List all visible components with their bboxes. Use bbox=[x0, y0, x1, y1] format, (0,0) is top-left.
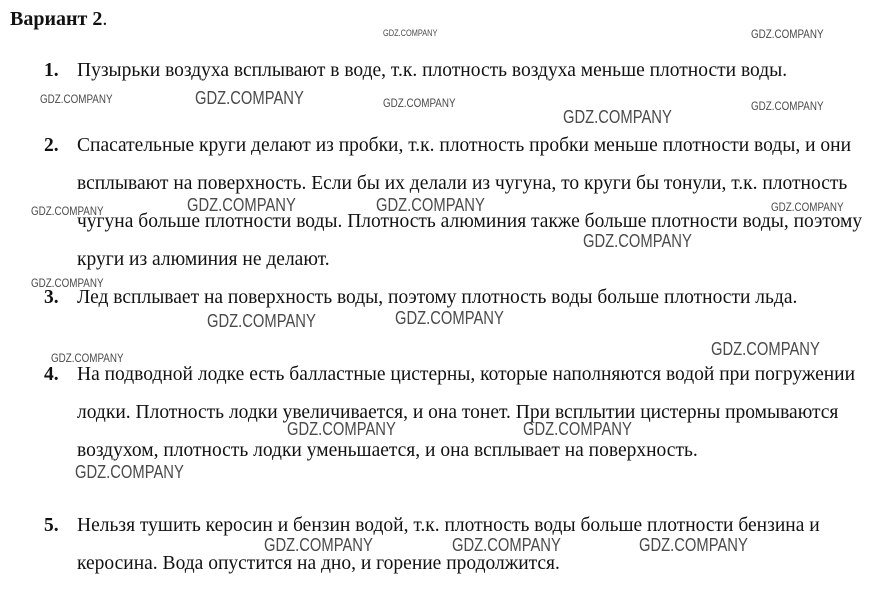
item-number-2: 2. bbox=[44, 135, 59, 156]
title-text: Вариант 2 bbox=[10, 8, 103, 30]
watermark: GDZ.COMPANY bbox=[452, 535, 561, 555]
watermark: GDZ.COMPANY bbox=[639, 535, 748, 555]
item-text-5: Нельзя тушить керосин и бензин водой, т.к. плотность воды больше плотности бензина и керосина. Вода опустится на дно, и горение продолжится. bbox=[77, 515, 820, 574]
watermark: GDZ.COMPANY bbox=[395, 308, 504, 328]
watermark: GDZ.COMPANY bbox=[376, 195, 485, 215]
item-text-2: Спасательные круги делают из пробки, т.к. плотность пробки меньше плотности воды, и они всплывают на поверхность. Если бы их делали из чугуна, то круги бы тонули, т.к. плотность чугуна больше плотности воды. Плотность алюминия также больше плотности воды, поэтому круги из алюминия не делают. bbox=[77, 135, 863, 270]
watermark: GDZ.COMPANY bbox=[383, 96, 456, 110]
item-number-4: 4. bbox=[44, 364, 59, 385]
item-text-4: На подводной лодке есть балластные цистерны, которые наполняются водой при погружении лодки. Плотность лодки увеличивается, и она тонет. При всплытии цистерны промываются воздухом, плотность лодки уменьшается, и она всплывает на поверхность. bbox=[77, 364, 856, 461]
watermark: GDZ.COMPANY bbox=[187, 195, 296, 215]
watermark: GDZ.COMPANY bbox=[383, 28, 438, 38]
title-period: . bbox=[102, 8, 108, 30]
watermark: GDZ.COMPANY bbox=[751, 27, 824, 41]
watermark: GDZ.COMPANY bbox=[207, 311, 316, 331]
watermark: GDZ.COMPANY bbox=[523, 419, 632, 439]
item-text-1: Пузырьки воздуха всплывают в воде, т.к. плотность воздуха меньше плотности воды. bbox=[77, 60, 788, 81]
page-title bbox=[10, 8, 107, 30]
watermark: GDZ.COMPANY bbox=[195, 88, 304, 108]
item-text-3: Лед всплывает на поверхность воды, поэтому плотность воды больше плотности льда. bbox=[77, 287, 798, 308]
watermark: GDZ.COMPANY bbox=[563, 107, 672, 127]
watermark: GDZ.COMPANY bbox=[771, 200, 844, 214]
watermark: GDZ.COMPANY bbox=[751, 99, 824, 113]
watermark: GDZ.COMPANY bbox=[264, 535, 373, 555]
item-number-3: 3. bbox=[44, 287, 59, 308]
watermark: GDZ.COMPANY bbox=[75, 462, 184, 482]
watermark: GDZ.COMPANY bbox=[51, 351, 124, 365]
item-number-5: 5. bbox=[44, 515, 59, 536]
watermark: GDZ.COMPANY bbox=[40, 92, 113, 106]
watermark: GDZ.COMPANY bbox=[711, 339, 820, 359]
watermark: GDZ.COMPANY bbox=[583, 231, 692, 251]
watermark: GDZ.COMPANY bbox=[31, 276, 104, 290]
watermark: GDZ.COMPANY bbox=[31, 204, 104, 218]
item-number-1: 1. bbox=[44, 60, 59, 81]
watermark: GDZ.COMPANY bbox=[287, 419, 396, 439]
